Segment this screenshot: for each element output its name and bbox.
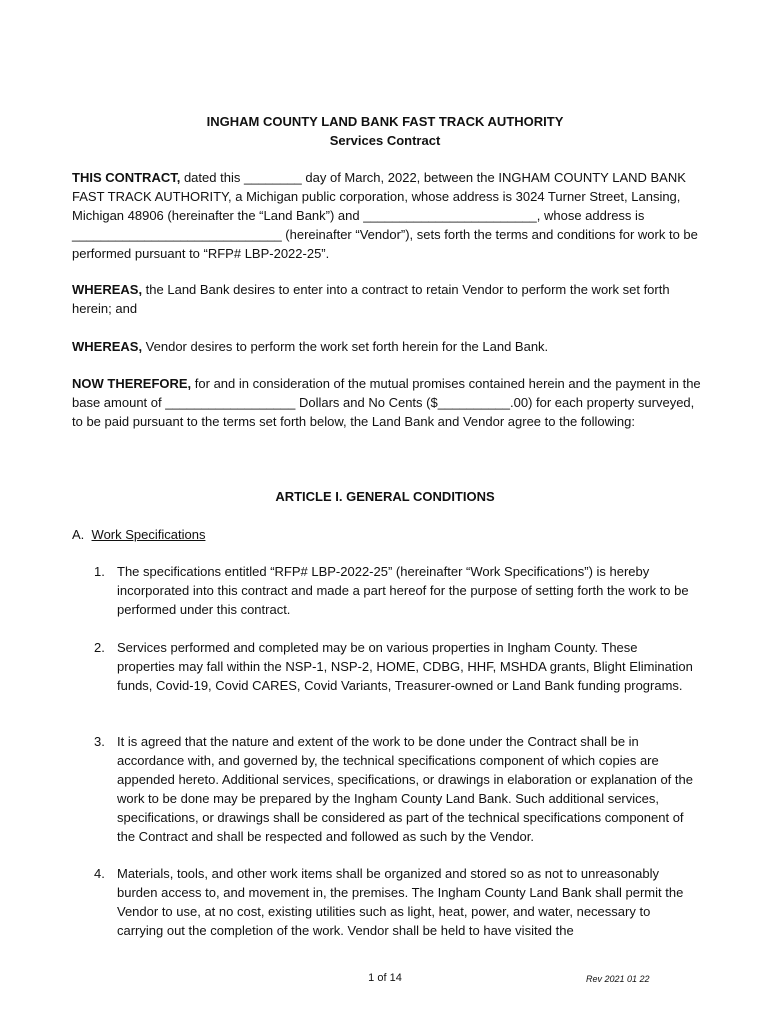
whereas-1-text: the Land Bank desires to enter into a contract to retain Vendor to perform the work set forth herein; and (72, 282, 670, 316)
page-number: 1 of 14 (368, 972, 402, 984)
list-item-text: It is agreed that the nature and extent of the work to be done under the Contract shall be in accordance with, and governed by, the technical specifications component of which copies are appended hereto. Additional services, specifications, or drawings in elaboration or explanation of the work to be done may be prepared by the Ingham County Land Bank. Such additional services, specifications, or drawings shall be considered as part of the technical specifications component of the Contract and shall be respected and followed as such by the Vendor. (117, 734, 693, 844)
list-item (94, 638, 696, 695)
list-item (94, 864, 696, 940)
intro-paragraph (72, 168, 702, 263)
list-item (94, 562, 696, 619)
title-authority: INGHAM COUNTY LAND BANK FAST TRACK AUTHORITY (206, 114, 564, 129)
section-a-marker: A. (72, 527, 85, 542)
now-therefore-text: for and in consideration of the mutual promises contained herein and the payment in the base amount of __________________ Dollars and No Cents ($__________.00) for each property surveyed, to be paid pursuant to the terms set forth below, the Land Bank and Vendor agree to the following: (72, 376, 701, 429)
section-a-heading (72, 525, 205, 544)
article-heading: ARTICLE I. GENERAL CONDITIONS (275, 489, 495, 504)
list-item-text: The specifications entitled “RFP# LBP-2022-25” (hereinafter “Work Specifications”) is hereby incorporated into this contract and made a part hereof for the purpose of setting forth the work to be performed under this contract. (117, 564, 689, 617)
section-a-title: Work Specifications (91, 527, 206, 542)
title-contract-type: Services Contract (329, 133, 441, 148)
intro-text: dated this ________ day of March, 2022, between the INGHAM COUNTY LAND BANK FAST TRACK AUTHORITY, a Michigan public corporation, whose address is 3024 Turner Street, Lansing, Michigan 48906 (hereinafter the “Land Bank”) and ________________________, whose address is _____________________________ (hereinafter “Vendor”), sets forth the terms and conditions for work to be performed pursuant to “RFP# LBP-2022-25”. (72, 170, 698, 261)
document-title (0, 112, 770, 150)
whereas-2-lead: WHEREAS, (72, 339, 143, 354)
list-item-text: Services performed and completed may be on various properties in Ingham County. These properties may fall within the NSP-1, NSP-2, HOME, CDBG, HHF, MSHDA grants, Blight Elimination funds, Covid-19, Covid CARES, Covid Variants, Treasurer-owned or Land Bank funding programs. (117, 640, 693, 693)
list-item-number: 4. (94, 866, 105, 881)
list-item-text: Materials, tools, and other work items shall be organized and stored so as not to unreasonably burden access to, and movement in, the premises. The Ingham County Land Bank shall permit the Vendor to use, at no cost, existing utilities such as light, heat, power, and water, necessary to carrying out the completion of the work. Vendor shall be held to have visited the (117, 866, 684, 938)
now-therefore-paragraph (72, 374, 702, 431)
now-therefore-lead: NOW THEREFORE, (72, 376, 192, 391)
list-item-number: 2. (94, 640, 105, 655)
list-item-number: 1. (94, 564, 105, 579)
whereas-2-text: Vendor desires to perform the work set forth herein for the Land Bank. (142, 339, 549, 354)
whereas-paragraph-2 (72, 337, 702, 356)
revision-label: Rev 2021 01 22 (586, 974, 650, 984)
list-item (94, 732, 696, 846)
intro-lead: THIS CONTRACT, (72, 170, 181, 185)
whereas-1-lead: WHEREAS, (72, 282, 143, 297)
whereas-paragraph-1 (72, 280, 702, 318)
list-item-number: 3. (94, 734, 105, 749)
